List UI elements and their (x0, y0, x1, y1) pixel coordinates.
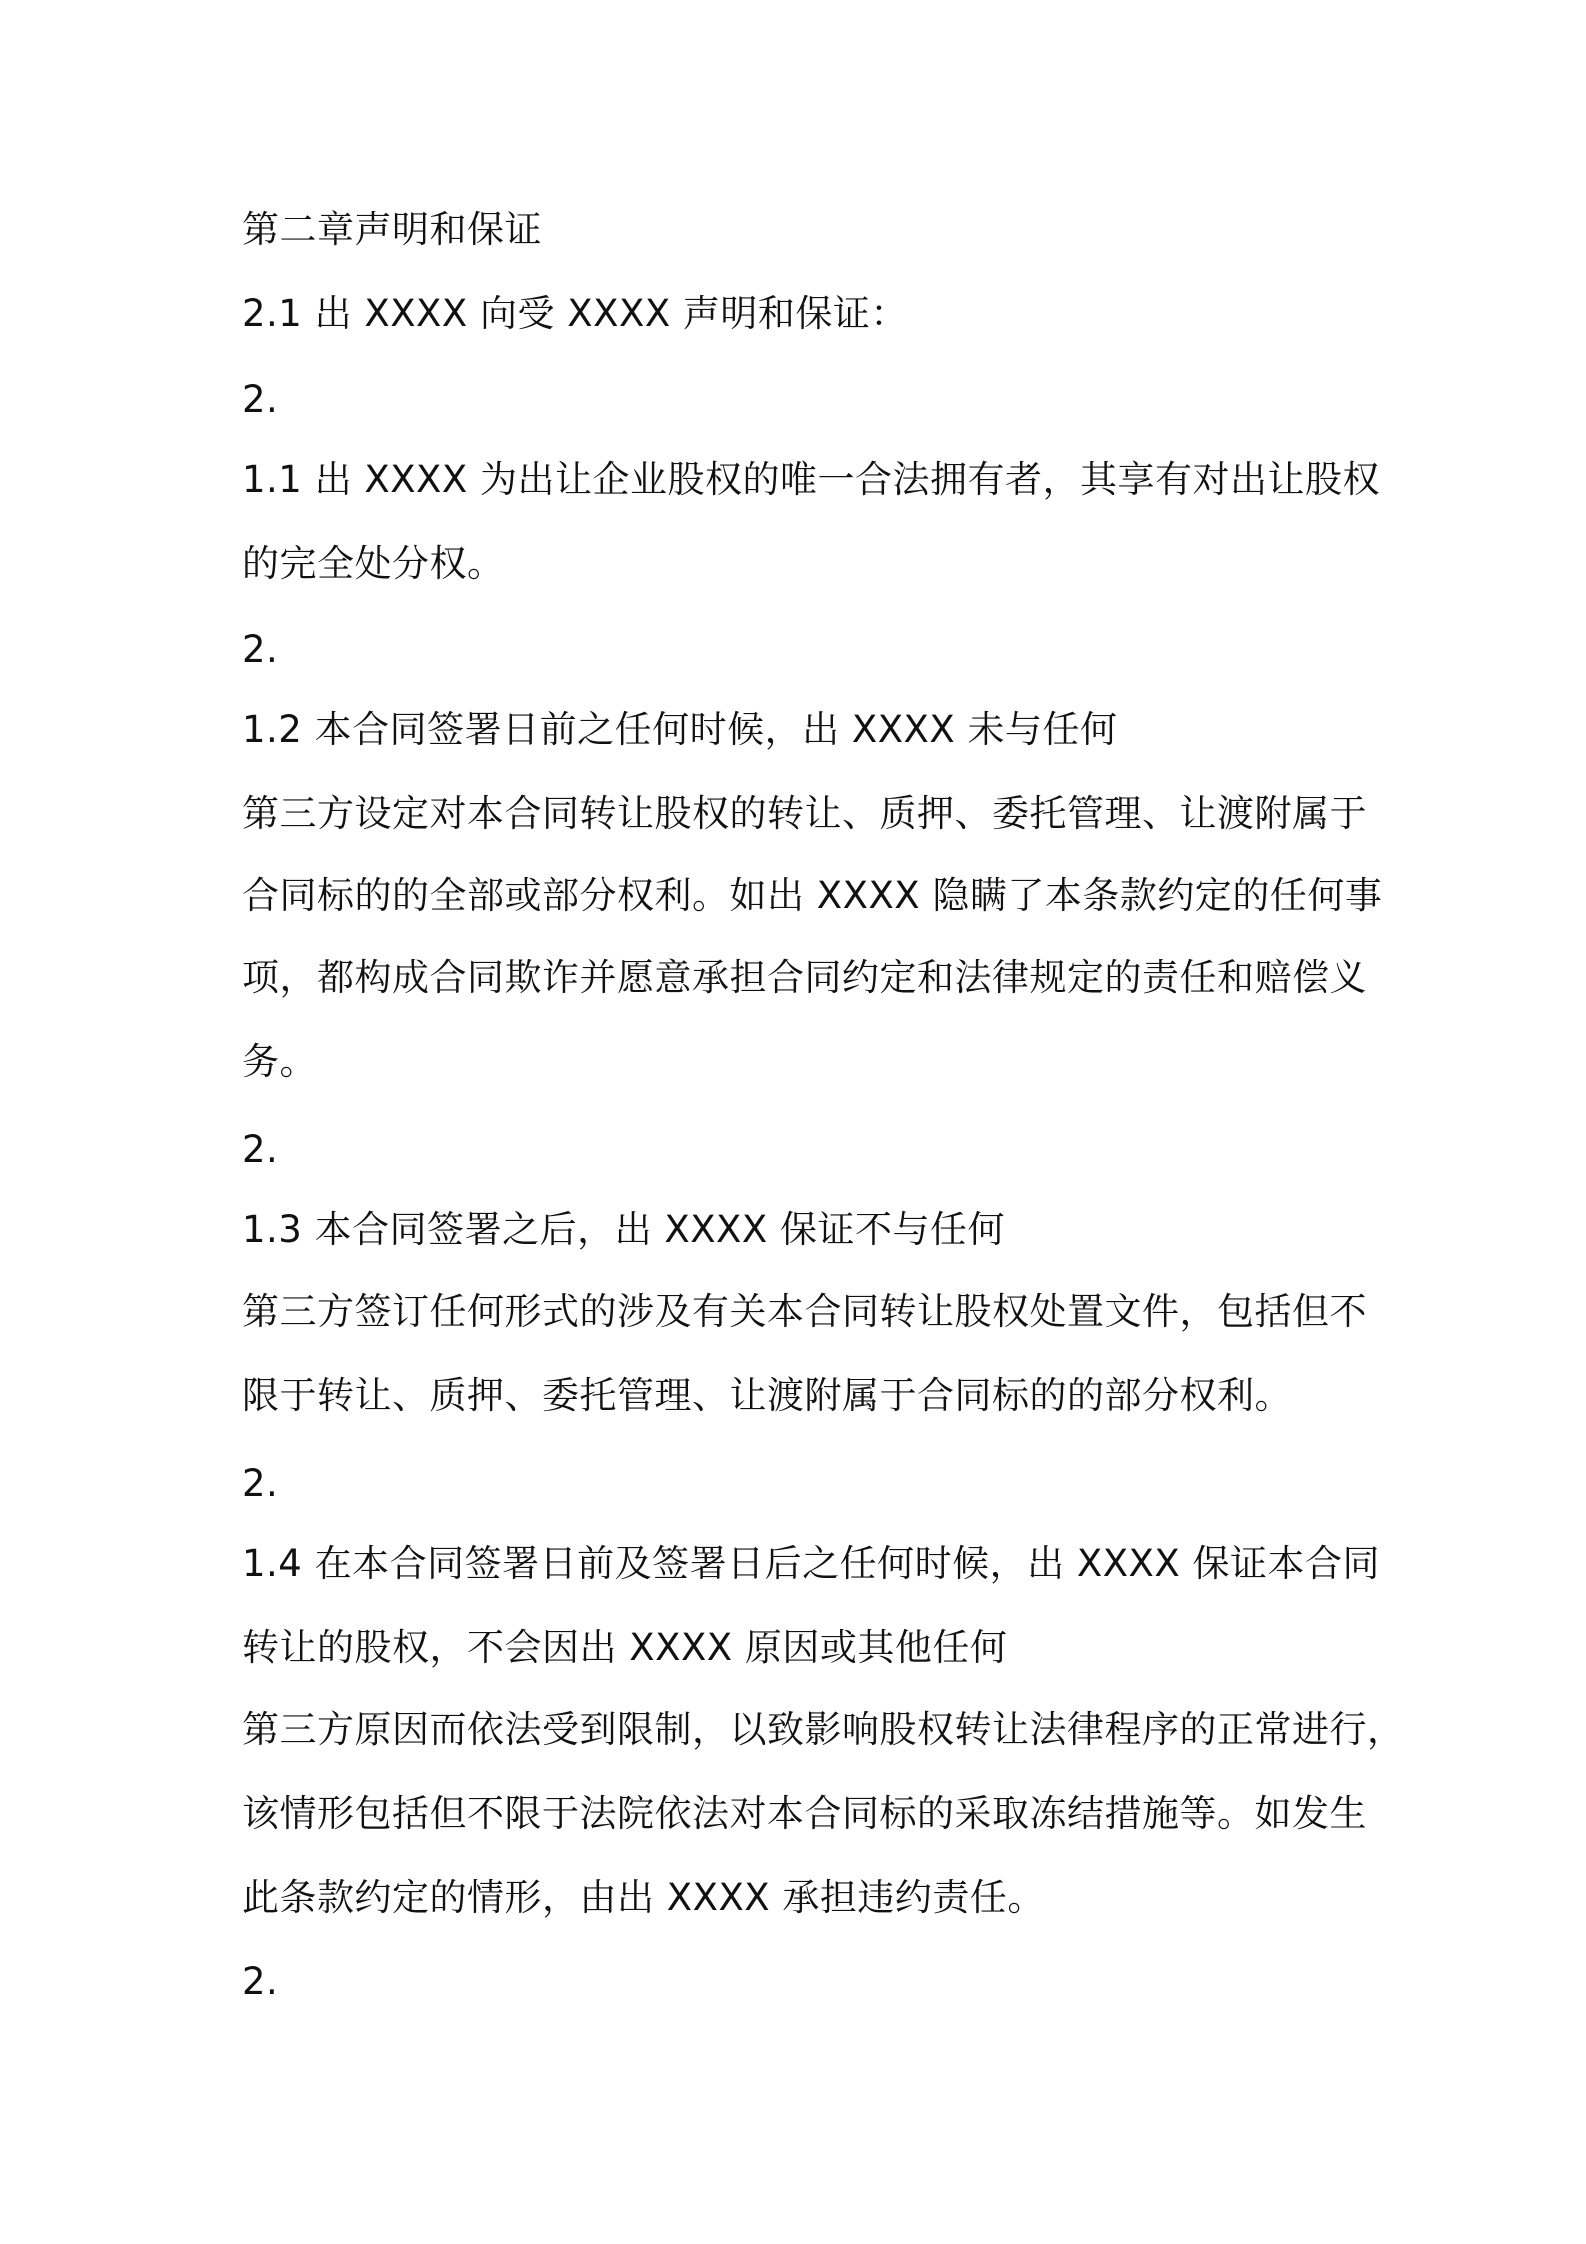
text-line: 1.3 本合同签署之后，出 XXXX 保证不与任何 (242, 1208, 1006, 1251)
chapter-heading: 第二章声明和保证 (242, 208, 542, 251)
text-line: 2. (242, 1128, 279, 1171)
text-line: 该情形包括但不限于法院依法对本合同标的采取冻结措施等。如发生 (242, 1792, 1367, 1835)
text-line: 第三方签订任何形式的涉及有关本合同转让股权处置文件，包括但不 (242, 1290, 1367, 1333)
text-line: 1.2 本合同签署日前之任何时候，出 XXXX 未与任何 (242, 708, 1118, 751)
text-line: 2. (242, 1960, 279, 2003)
text-line: 2. (242, 628, 279, 671)
text-line: 1.1 出 XXXX 为出让企业股权的唯一合法拥有者，其享有对出让股权 (242, 458, 1381, 501)
text-line: 转让的股权，不会因出 XXXX 原因或其他任何 (242, 1626, 1008, 1669)
text-line: 务。 (242, 1040, 317, 1083)
text-line: 此条款约定的情形，由出 XXXX 承担违约责任。 (242, 1876, 1045, 1919)
text-line: 第三方设定对本合同转让股权的转让、质押、委托管理、让渡附属于 (242, 792, 1367, 835)
text-line: 限于转让、质押、委托管理、让渡附属于合同标的的部分权利。 (242, 1374, 1292, 1417)
text-line: 第三方原因而依法受到限制，以致影响股权转让法律程序的正常进行， (242, 1708, 1405, 1751)
text-line: 2. (242, 378, 279, 421)
text-line: 的完全处分权。 (242, 542, 505, 585)
text-line: 2. (242, 1462, 279, 1505)
text-line: 2.1 出 XXXX 向受 XXXX 声明和保证： (242, 292, 908, 335)
text-line: 项，都构成合同欺诈并愿意承担合同约定和法律规定的责任和赔偿义 (242, 956, 1367, 999)
text-line: 1.4 在本合同签署日前及签署日后之任何时候，出 XXXX 保证本合同 (242, 1542, 1381, 1585)
text-line: 合同标的的全部或部分权利。如出 XXXX 隐瞒了本条款约定的任何事 (242, 874, 1383, 917)
